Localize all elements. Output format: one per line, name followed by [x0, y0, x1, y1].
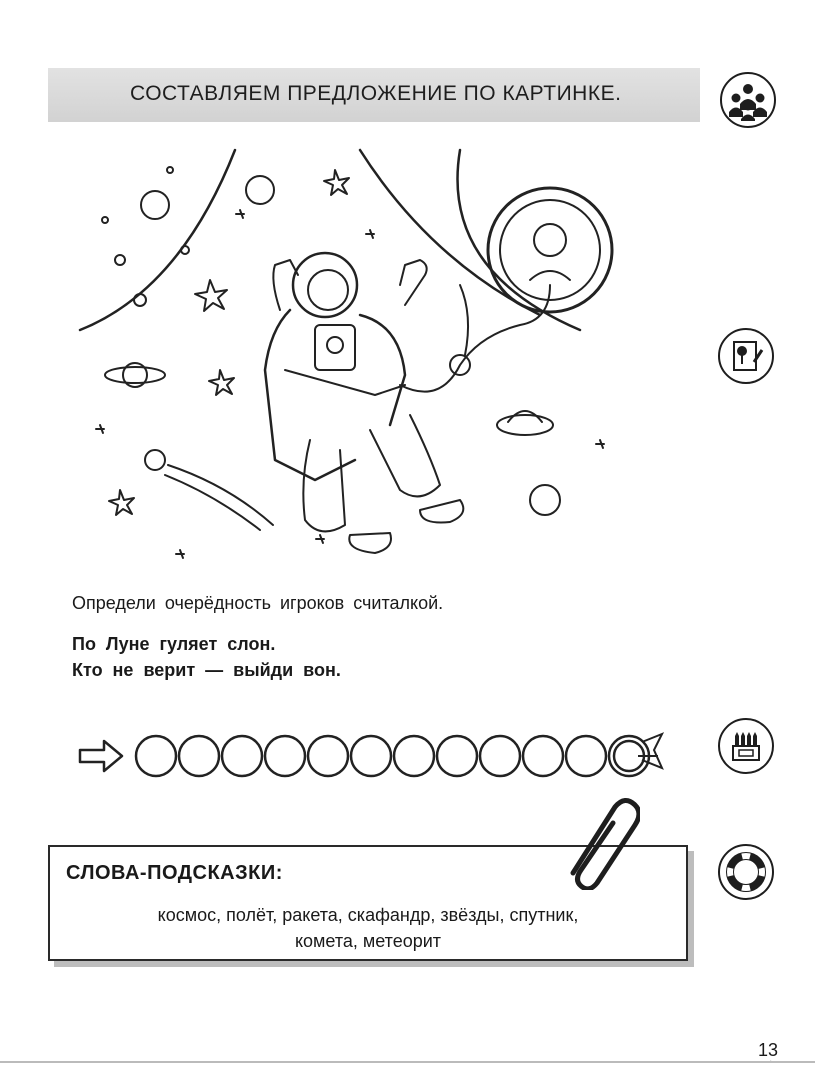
chain-circle	[351, 736, 391, 776]
chain-circle	[394, 736, 434, 776]
group-work-icon	[720, 72, 776, 128]
hint-words-line-1: космос, полёт, ракета, скафандр, звёзды, спутник,	[157, 905, 579, 925]
chain-circle	[308, 736, 348, 776]
hint-words-line-2: комета, метеорит	[294, 931, 442, 951]
chain-circle	[265, 736, 305, 776]
chain-circle	[437, 736, 477, 776]
page-footer-line	[0, 1060, 815, 1080]
chain-circle	[566, 736, 606, 776]
chain-circle	[523, 736, 563, 776]
chain-circle	[222, 736, 262, 776]
hint-words	[50, 902, 686, 954]
chain-circle	[179, 736, 219, 776]
lifebuoy-icon	[718, 844, 774, 900]
hint-title: СЛОВА-ПОДСКАЗКИ:	[66, 862, 283, 884]
paperclip-icon	[555, 795, 640, 890]
rhyme-line-2: Кто не верит — выйди вон.	[72, 660, 341, 680]
page-number: 13	[758, 1040, 779, 1060]
drawing-icon	[718, 328, 774, 384]
astronaut-illustration	[60, 140, 660, 570]
start-arrow-icon	[80, 741, 122, 771]
rhyme-line-1: По Луне гуляет слон.	[72, 634, 276, 654]
page-title: СОСТАВЛЯЕМ ПРЕДЛОЖЕНИЕ ПО КАРТИНКЕ.	[130, 82, 622, 105]
pencils-icon	[718, 718, 774, 774]
counting-chain	[70, 720, 670, 790]
task-instruction: Определи очерёдность игроков считалкой.	[72, 593, 444, 613]
chain-circle	[136, 736, 176, 776]
chain-circle	[480, 736, 520, 776]
